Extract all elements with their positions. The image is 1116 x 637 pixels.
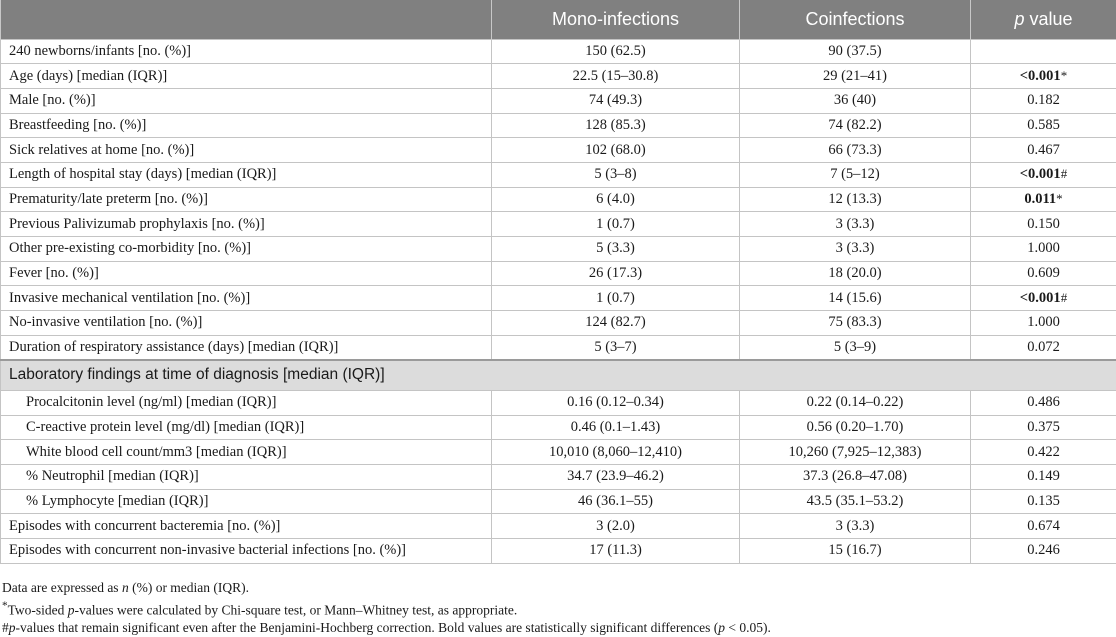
footnote-1-text-b: (%) or median (IQR). [128, 580, 250, 595]
p-value: 1.000 [1027, 314, 1060, 331]
p-value-cell [971, 311, 1116, 336]
p-value-cell [971, 138, 1116, 163]
p-value-mark: * [1060, 67, 1068, 83]
mono-infections-value: 22.5 (15–30.8) [492, 64, 740, 89]
p-value-cell [971, 335, 1116, 360]
mono-infections-value: 128 (85.3) [492, 113, 740, 138]
p-value-cell [971, 286, 1116, 311]
coinfections-value: 74 (82.2) [740, 113, 971, 138]
p-value: 1.000 [1027, 240, 1060, 257]
row-label: Previous Palivizumab prophylaxis [no. (%)] [1, 212, 492, 237]
footnote-3 [2, 620, 771, 636]
row-label: Sick relatives at home [no. (%)] [1, 138, 492, 163]
p-value-cell [971, 514, 1116, 539]
coinfections-value: 5 (3–9) [740, 335, 971, 360]
p-value-cell [971, 489, 1116, 514]
mono-infections-value: 10,010 (8,060–12,410) [492, 440, 740, 465]
mono-infections-value: 1 (0.7) [492, 212, 740, 237]
mono-infections-value: 0.46 (0.1–1.43) [492, 415, 740, 440]
footnote-3-p: p [8, 620, 16, 635]
row-label: 240 newborns/infants [no. (%)] [1, 39, 492, 64]
table-row [1, 415, 1116, 440]
p-value-cell [971, 465, 1116, 490]
footnote-2-symbol: * [2, 600, 8, 612]
coinfections-value: 14 (15.6) [740, 286, 971, 311]
table-row [1, 64, 1116, 89]
mono-infections-value: 3 (2.0) [492, 514, 740, 539]
mono-infections-value: 1 (0.7) [492, 286, 740, 311]
p-value: 0.150 [1027, 215, 1060, 232]
p-value-mark: # [1060, 166, 1068, 182]
table-row [1, 162, 1116, 187]
footnote-2-text-a: Two-sided [7, 602, 68, 618]
coinfections-value: 37.3 (26.8–47.08) [740, 465, 971, 490]
footnote-2-p: p [67, 602, 75, 618]
mono-infections-value: 34.7 (23.9–46.2) [492, 465, 740, 490]
coinfections-value: 43.5 (35.1–53.2) [740, 489, 971, 514]
coinfections-value: 10,260 (7,925–12,383) [740, 440, 971, 465]
p-value: 0.182 [1027, 92, 1060, 109]
p-value-cell [971, 440, 1116, 465]
table-row [1, 440, 1116, 465]
p-value-cell [971, 237, 1116, 262]
coinfections-value: 66 (73.3) [740, 138, 971, 163]
section-heading: Laboratory findings at time of diagnosis [median (IQR)] [1, 360, 1116, 391]
row-label: Episodes with concurrent bacteremia [no. (%)] [1, 514, 492, 539]
row-label: Episodes with concurrent non-invasive bacterial infections [no. (%)] [1, 539, 492, 564]
coinfections-value: 7 (5–12) [740, 162, 971, 187]
row-label: Age (days) [median (IQR)] [1, 64, 492, 89]
coinfections-value: 0.56 (0.20–1.70) [740, 415, 971, 440]
mono-infections-value: 5 (3–7) [492, 335, 740, 360]
footnote-1 [2, 580, 249, 596]
p-value: <0.001 [1019, 166, 1061, 183]
table-row [1, 88, 1116, 113]
row-label: No-invasive ventilation [no. (%)] [1, 311, 492, 336]
footnote-3-p2: p [718, 620, 725, 635]
table-row [1, 237, 1116, 262]
p-value-cell [971, 39, 1116, 64]
row-label: % Lymphocyte [median (IQR)] [1, 489, 492, 514]
mono-infections-value: 102 (68.0) [492, 138, 740, 163]
table-row [1, 539, 1116, 564]
footnote-3-symbol: # [2, 620, 9, 635]
p-value: 0.375 [1027, 418, 1060, 435]
p-value: 0.467 [1027, 141, 1060, 158]
p-value-cell [971, 390, 1116, 415]
row-label: C-reactive protein level (mg/dl) [median (IQR)] [1, 415, 492, 440]
p-value: 0.422 [1027, 443, 1060, 460]
p-value-cell [971, 88, 1116, 113]
row-label: Prematurity/late preterm [no. (%)] [1, 187, 492, 212]
table-row [1, 261, 1116, 286]
header-p-italic: p [1014, 8, 1025, 29]
p-value-cell [971, 415, 1116, 440]
p-value: 0.011 [1024, 190, 1057, 207]
p-value: 0.609 [1027, 265, 1060, 282]
mono-infections-value: 26 (17.3) [492, 261, 740, 286]
p-value-cell [971, 64, 1116, 89]
p-value: 0.149 [1027, 468, 1060, 485]
row-label: Fever [no. (%)] [1, 261, 492, 286]
coinfections-value: 0.22 (0.14–0.22) [740, 390, 971, 415]
table-body [1, 39, 1116, 563]
p-value-mark: # [1060, 289, 1068, 305]
row-label: Invasive mechanical ventilation [no. (%)] [1, 286, 492, 311]
table-row [1, 390, 1116, 415]
table-row [1, 514, 1116, 539]
table-row [1, 465, 1116, 490]
mono-infections-value: 6 (4.0) [492, 187, 740, 212]
header-p-rest: value [1024, 8, 1073, 29]
p-value: 0.072 [1027, 338, 1060, 355]
mono-infections-value: 74 (49.3) [492, 88, 740, 113]
mono-infections-value: 46 (36.1–55) [492, 489, 740, 514]
p-value: <0.001 [1019, 289, 1061, 306]
table-row [1, 187, 1116, 212]
mono-infections-value: 124 (82.7) [492, 311, 740, 336]
mono-infections-value: 5 (3.3) [492, 237, 740, 262]
table-row [1, 39, 1116, 64]
row-label: Other pre-existing co-morbidity [no. (%)] [1, 237, 492, 262]
table-row [1, 335, 1116, 360]
footnote-3-text-b: < 0.05). [725, 620, 771, 635]
footnote-2 [2, 600, 517, 619]
coinfections-value: 36 (40) [740, 88, 971, 113]
header-label-col [1, 0, 492, 39]
row-label: Male [no. (%)] [1, 88, 492, 113]
table-row [1, 212, 1116, 237]
coinfections-value: 3 (3.3) [740, 514, 971, 539]
p-value: 0.246 [1027, 542, 1060, 559]
row-label: % Neutrophil [median (IQR)] [1, 465, 492, 490]
p-value-cell [971, 187, 1116, 212]
header-coinfections: Coinfections [740, 0, 971, 39]
table-row [1, 489, 1116, 514]
row-label: Length of hospital stay (days) [median (IQR)] [1, 162, 492, 187]
mono-infections-value: 150 (62.5) [492, 39, 740, 64]
coinfections-value: 3 (3.3) [740, 212, 971, 237]
p-value: 0.585 [1027, 116, 1060, 133]
table-header [1, 0, 1116, 39]
row-label: Breastfeeding [no. (%)] [1, 113, 492, 138]
row-label: White blood cell count/mm3 [median (IQR)] [1, 440, 492, 465]
footnote-2-text-b: -values were calculated by Chi-square test, or Mann–Whitney test, as appropriate. [74, 602, 518, 618]
coinfections-value: 18 (20.0) [740, 261, 971, 286]
footnote-3-text-a: -values that remain significant even after the Benjamini-Hochberg correction. Bold values are statistically significant differences ( [15, 620, 719, 635]
p-value: <0.001 [1019, 67, 1061, 84]
footnote-1-n: n [121, 580, 129, 595]
coinfections-value: 12 (13.3) [740, 187, 971, 212]
p-value: 0.674 [1027, 517, 1060, 534]
p-value: 0.486 [1027, 394, 1060, 411]
coinfections-value: 90 (37.5) [740, 39, 971, 64]
table-row [1, 113, 1116, 138]
mono-infections-value: 17 (11.3) [492, 539, 740, 564]
p-value-cell [971, 539, 1116, 564]
coinfections-value: 3 (3.3) [740, 237, 971, 262]
table-row [1, 286, 1116, 311]
coinfections-value: 29 (21–41) [740, 64, 971, 89]
header-mono-infections: Mono-infections [492, 0, 740, 39]
header-p-value [971, 0, 1116, 39]
table-row [1, 138, 1116, 163]
coinfections-value: 75 (83.3) [740, 311, 971, 336]
mono-infections-value: 0.16 (0.12–0.34) [492, 390, 740, 415]
row-label: Duration of respiratory assistance (days) [median (IQR)] [1, 335, 492, 360]
table-row [1, 311, 1116, 336]
footnote-1-text-a: Data are expressed as [2, 580, 122, 595]
row-label: Procalcitonin level (ng/ml) [median (IQR)] [1, 390, 492, 415]
p-value-cell [971, 212, 1116, 237]
p-value-cell [971, 261, 1116, 286]
p-value-cell [971, 162, 1116, 187]
p-value-mark: * [1056, 190, 1063, 206]
p-value-cell [971, 113, 1116, 138]
coinfections-value: 15 (16.7) [740, 539, 971, 564]
section-row [1, 360, 1116, 391]
p-value: 0.135 [1027, 493, 1060, 510]
mono-infections-value: 5 (3–8) [492, 162, 740, 187]
